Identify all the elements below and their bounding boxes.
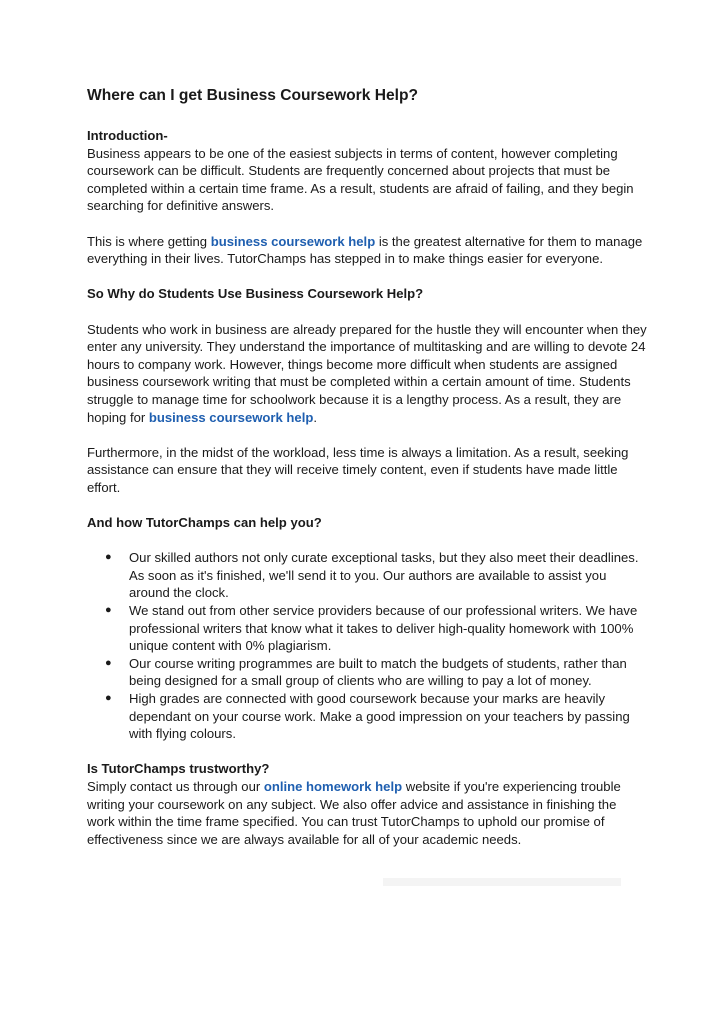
online-homework-help-link[interactable]: online homework help <box>263 778 403 794</box>
text-span: website if you're experiencing trouble writing your coursework on any subject. We also offer advice and assistance in finishing the work within the time frame specified. You can trust TutorChamps to uphold our promise of effectiveness since we are always available for all of your academic needs. <box>87 778 621 847</box>
text-span: This is where getting <box>87 233 211 249</box>
list-item <box>105 655 647 690</box>
trust-paragraph <box>87 778 647 848</box>
text-span: Students who work in business are already prepared for the hustle they will encounter when they enter any university. They understand the importance of multitasking and are willing to devote 24 hours to company work. However, things become more difficult when students are assigned business coursework writing that must be completed within a certain amount of time. Students struggle to manage time for schoolwork because it is a lengthy process. As a result, they are hoping for <box>87 321 647 425</box>
list-item <box>105 602 647 655</box>
intro-paragraph: Business appears to be one of the easiest subjects in terms of content, however completing coursework can be difficult. Students are frequently concerned about projects that must be completed within a certain time frame. As a result, students are afraid of failing, and they begin searching for definitive answers. <box>87 145 634 214</box>
benefits-list <box>87 549 647 743</box>
furthermore-paragraph: Furthermore, in the midst of the workload, less time is always a limitation. As a result, seeking assistance can ensure that they will receive timely content, even if students have made little effort. <box>87 444 629 495</box>
bullet-icon: ● <box>105 604 112 617</box>
trust-heading: Is TutorChamps trustworthy? <box>87 761 270 777</box>
bullet-icon: ● <box>105 692 112 704</box>
paragraph-getting-help <box>87 233 647 268</box>
list-item <box>105 549 647 602</box>
document-body <box>87 84 647 848</box>
list-item-text: High grades are connected with good coursework because your marks are heavily dependant on your course work. Make a good impression on your teachers by passing with flying colours. <box>129 691 630 742</box>
list-item-text: We stand out from other service providers because of our professional writers. We have professional writers that know what it takes to deliver high-quality homework with 100% unique content with 0% plagiarism. <box>129 603 638 654</box>
bullet-icon: ● <box>105 656 112 669</box>
business-coursework-help-link[interactable]: business coursework help <box>210 233 376 249</box>
business-coursework-help-link-2[interactable]: business coursework help <box>148 409 314 425</box>
text-span: . <box>313 409 317 425</box>
list-item-text: Our skilled authors not only curate exceptional tasks, but they also meet their deadlines. As soon as it's finished, we'll send it to you. Our authors are available to assist you around the clock. <box>129 550 639 601</box>
list-item <box>105 690 647 743</box>
how-heading: And how TutorChamps can help you? <box>87 515 322 531</box>
faint-shade <box>383 878 621 886</box>
why-paragraph <box>87 321 647 427</box>
intro-heading: Introduction- <box>87 128 168 143</box>
text-span: Simply contact us through our <box>87 778 264 794</box>
text-span: is the greatest alternative for them to manage everything in their lives. TutorChamps has stepped in to make things easier for everyone. <box>87 233 643 267</box>
page-title: Where can I get Business Coursework Help? <box>87 87 419 104</box>
bullet-icon: ● <box>105 551 112 564</box>
list-item-text: Our course writing programmes are built to match the budgets of students, rather than being designed for a small group of clients who are willing to pay a lot of money. <box>129 655 627 689</box>
why-heading: So Why do Students Use Business Coursework Help? <box>87 286 424 302</box>
